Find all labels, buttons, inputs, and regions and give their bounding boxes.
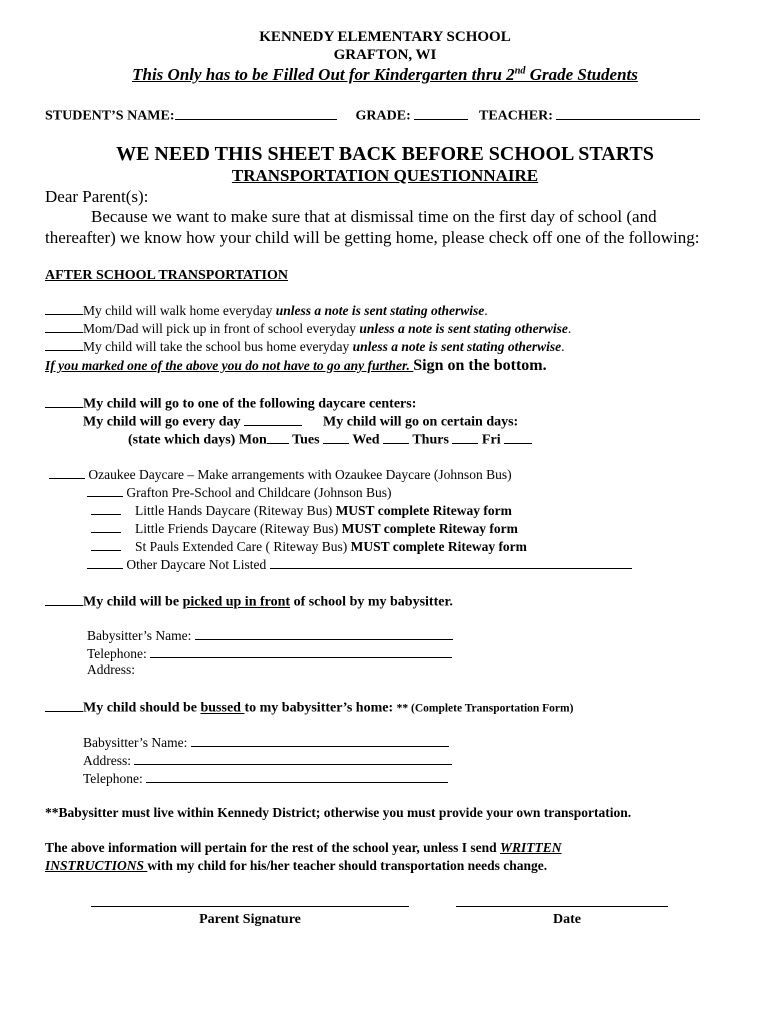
bussed-sitter-address: Address: [83,752,452,769]
check-blank[interactable] [45,394,83,408]
parent-signature-label: Parent Signature [199,912,301,927]
tues-field[interactable] [323,430,349,444]
questionnaire-title: TRANSPORTATION QUESTIONNAIRE [231,166,539,185]
teacher-label: TEACHER: [479,108,553,124]
fri-field[interactable] [504,430,532,444]
option-walk: My child will walk home everyday unless a note is sent stating otherwise. [45,302,488,319]
daycare-little-friends: Little Friends Daycare (Riteway Bus) MUST complete Riteway form [91,520,518,537]
daycare-frequency-row: My child will go every day My child will go on certain days: [83,412,518,430]
daycare-grafton: Grafton Pre-School and Childcare (Johnson Bus) [87,484,391,501]
sitter-phone-field[interactable] [150,645,452,658]
bussed-sitter-name: Babysitter’s Name: [83,734,449,751]
option-parent-pickup: Mom/Dad will pick up in front of school everyday unless a note is sent stating otherwise. [45,320,571,337]
greeting: Dear Parent(s): [45,187,149,206]
check-blank[interactable] [91,520,121,533]
check-blank[interactable] [87,556,123,569]
daycare-little-hands: Little Hands Daycare (Riteway Bus) MUST complete Riteway form [91,502,512,519]
main-title: WE NEED THIS SHEET BACK BEFORE SCHOOL STARTS [116,143,654,165]
info-line-2: INSTRUCTIONS with my child for his/her teacher should transportation needs change. [45,858,548,873]
check-blank[interactable] [91,538,121,551]
check-blank[interactable] [91,502,121,515]
check-blank[interactable] [45,592,83,606]
student-info-row [45,106,700,124]
thurs-field[interactable] [452,430,478,444]
pickup-sitter-name: Babysitter’s Name: [87,627,453,644]
bussed-address-field[interactable] [134,752,452,765]
grade-label: GRADE: [355,108,411,124]
days-row: (state which days) Mon Tues Wed Thurs Fri [128,430,532,448]
option-school-bus: My child will take the school bus home everyday unless a note is sent stating otherwise. [45,338,565,355]
after-school-heading: AFTER SCHOOL TRANSPORTATION [45,268,288,283]
mon-field[interactable] [267,430,289,444]
daycare-ozaukee: Ozaukee Daycare – Make arrangements with Ozaukee Daycare (Johnson Bus) [49,466,512,483]
bussed-phone-field[interactable] [146,770,448,783]
pickup-sitter-phone: Telephone: [87,645,452,662]
check-blank[interactable] [49,466,85,479]
intro-line-1: Because we want to make sure that at dismissal time on the first day of school (and [91,207,657,226]
district-note: **Babysitter must live within Kennedy District; otherwise you must provide your own transportation. [45,805,632,820]
bussed-name-field[interactable] [191,734,449,747]
parent-signature-line[interactable] [91,906,409,907]
every-day-field[interactable] [244,412,302,426]
student-name-label: STUDENT’S NAME: [45,108,175,124]
form-subtitle: This Only has to be Filled Out for Kindergarten thru 2nd Grade Students [132,65,638,84]
wed-field[interactable] [383,430,409,444]
other-daycare-field[interactable] [270,556,632,569]
school-city: GRAFTON, WI [333,47,437,63]
bussed-sitter-phone: Telephone: [83,770,448,787]
sign-note: Sign on the bottom. [413,357,547,374]
check-blank[interactable] [45,698,83,712]
skip-note: If you marked one of the above you do not have to go any further. [45,358,414,373]
daycare-heading: My child will go to one of the following daycare centers: [45,394,416,412]
sitter-name-field[interactable] [195,627,453,640]
pickup-option: My child will be picked up in front of school by my babysitter. [45,592,453,610]
daycare-st-pauls: St Pauls Extended Care ( Riteway Bus) MUST complete Riteway form [91,538,527,555]
date-line[interactable] [456,906,668,907]
teacher-field[interactable] [556,106,700,120]
bussed-option: My child should be bussed to my babysitter’s home: ** (Complete Transportation Form) [45,698,573,716]
date-label: Date [553,912,581,927]
pickup-sitter-address: Address: [87,662,135,677]
check-blank[interactable] [87,484,123,497]
check-blank[interactable] [45,320,83,333]
check-blank[interactable] [45,302,83,315]
school-name: KENNEDY ELEMENTARY SCHOOL [259,29,511,45]
intro-line-2: thereafter) we know how your child will be getting home, please check off one of the following: [45,228,700,247]
daycare-other: Other Daycare Not Listed [87,556,632,573]
check-blank[interactable] [45,338,83,351]
skip-note-row [45,357,547,375]
student-name-field[interactable] [175,106,337,120]
grade-field[interactable] [414,106,468,120]
info-line-1: The above information will pertain for the rest of the school year, unless I send WRITTEN [45,840,562,855]
